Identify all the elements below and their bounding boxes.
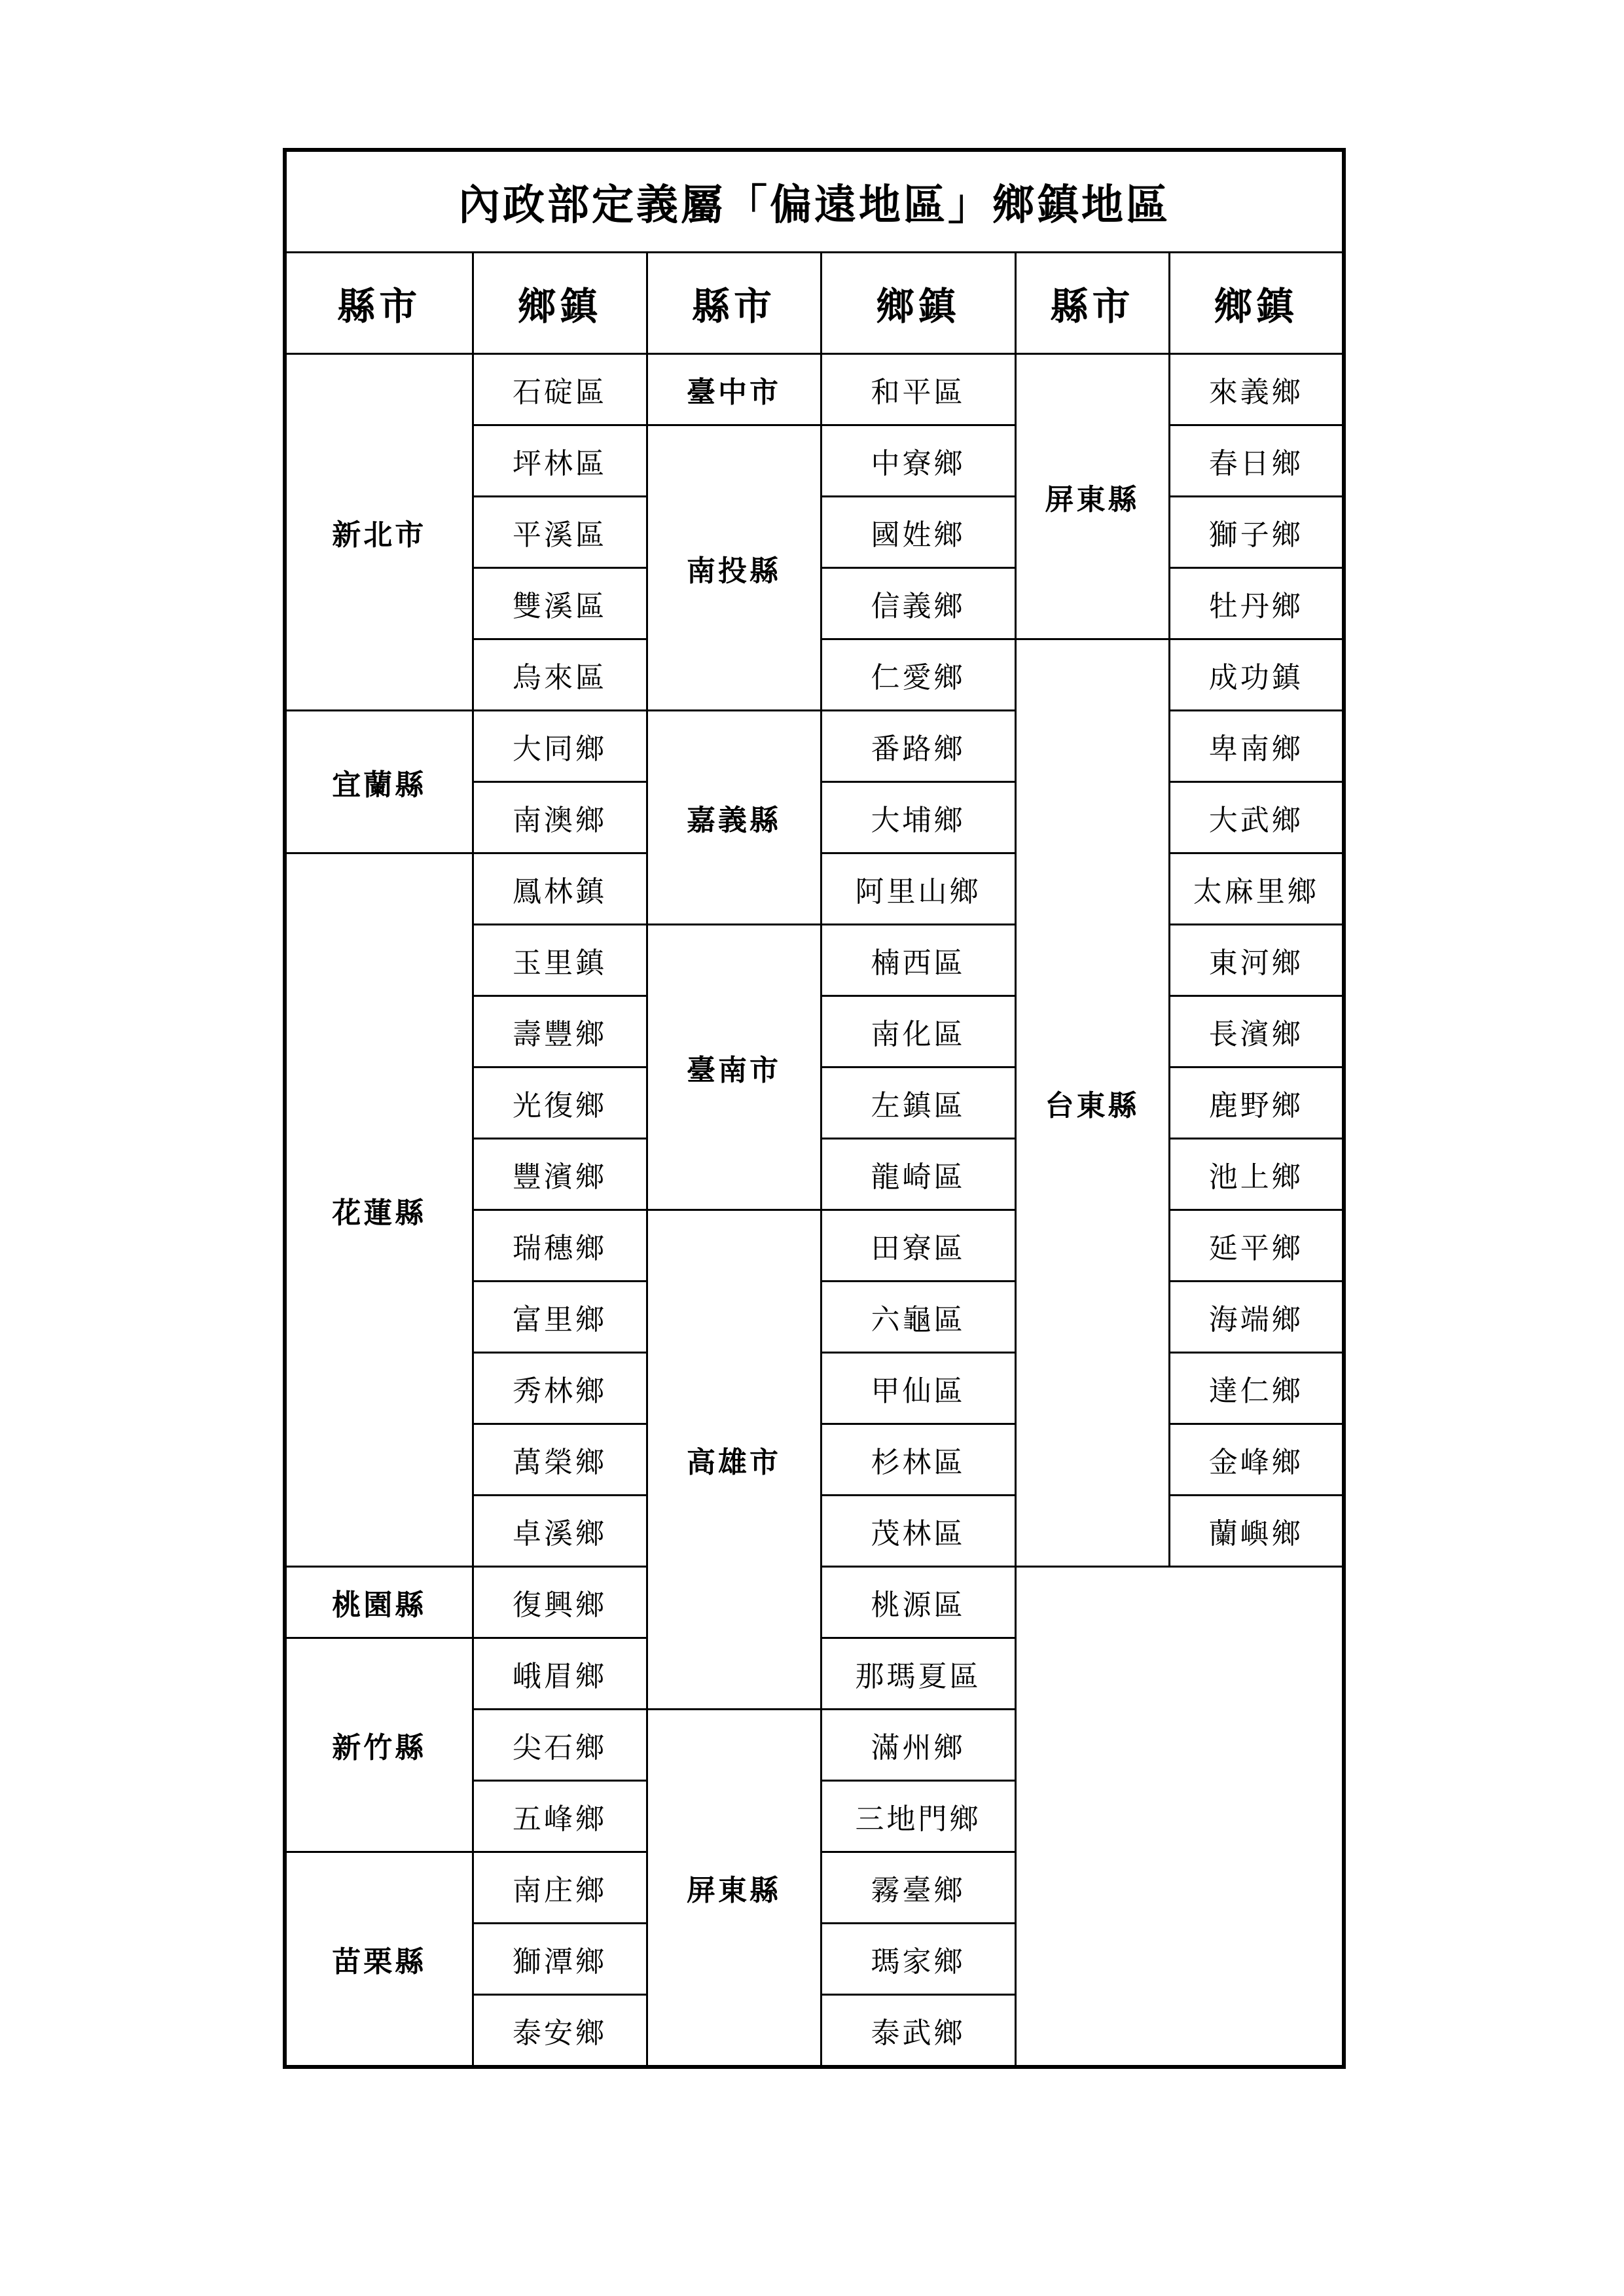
town-cell: 那瑪夏區	[821, 1638, 1015, 1710]
town-cell: 滿州鄉	[821, 1710, 1015, 1781]
town-cell: 春日鄉	[1169, 425, 1344, 497]
town-cell: 萬榮鄉	[473, 1424, 647, 1496]
county-cell: 南投縣	[647, 425, 821, 711]
town-cell: 坪林區	[473, 425, 647, 497]
county-cell: 新竹縣	[285, 1638, 473, 1852]
header-town-1: 鄉鎮	[473, 253, 647, 354]
town-cell: 南庄鄉	[473, 1852, 647, 1924]
town-cell: 田寮區	[821, 1210, 1015, 1282]
town-cell: 左鎮區	[821, 1067, 1015, 1139]
county-cell: 苗栗縣	[285, 1852, 473, 2068]
town-cell: 成功鎮	[1169, 639, 1344, 711]
county-cell: 臺中市	[647, 354, 821, 425]
town-cell: 石碇區	[473, 354, 647, 425]
town-cell: 池上鄉	[1169, 1139, 1344, 1210]
town-cell: 信義鄉	[821, 568, 1015, 639]
town-cell: 富里鄉	[473, 1282, 647, 1353]
header-town-2: 鄉鎮	[821, 253, 1015, 354]
town-cell: 中寮鄉	[821, 425, 1015, 497]
town-cell: 和平區	[821, 354, 1015, 425]
town-cell: 平溪區	[473, 497, 647, 568]
town-cell: 瑞穗鄉	[473, 1210, 647, 1282]
header-county-2: 縣市	[647, 253, 821, 354]
county-cell: 嘉義縣	[647, 711, 821, 925]
town-cell: 太麻里鄉	[1169, 853, 1344, 925]
town-cell: 番路鄉	[821, 711, 1015, 782]
empty-merged-cell	[1015, 1567, 1344, 2068]
town-cell: 鳳林鎮	[473, 853, 647, 925]
town-cell: 泰安鄉	[473, 1995, 647, 2068]
county-cell: 花蓮縣	[285, 853, 473, 1567]
town-cell: 三地門鄉	[821, 1781, 1015, 1852]
town-cell: 烏來區	[473, 639, 647, 711]
town-cell: 峨眉鄉	[473, 1638, 647, 1710]
town-cell: 阿里山鄉	[821, 853, 1015, 925]
county-cell: 宜蘭縣	[285, 711, 473, 853]
county-cell: 高雄市	[647, 1210, 821, 1710]
town-cell: 獅潭鄉	[473, 1924, 647, 1995]
town-cell: 東河鄉	[1169, 925, 1344, 996]
town-cell: 大同鄉	[473, 711, 647, 782]
town-cell: 來義鄉	[1169, 354, 1344, 425]
town-cell: 桃源區	[821, 1567, 1015, 1638]
town-cell: 尖石鄉	[473, 1710, 647, 1781]
town-cell: 六龜區	[821, 1282, 1015, 1353]
town-cell: 玉里鎮	[473, 925, 647, 996]
table-title: 內政部定義屬「偏遠地區」鄉鎮地區	[285, 150, 1344, 253]
town-cell: 泰武鄉	[821, 1995, 1015, 2068]
county-cell: 桃園縣	[285, 1567, 473, 1638]
town-cell: 牡丹鄉	[1169, 568, 1344, 639]
town-cell: 仁愛鄉	[821, 639, 1015, 711]
town-cell: 光復鄉	[473, 1067, 647, 1139]
town-cell: 金峰鄉	[1169, 1424, 1344, 1496]
town-cell: 五峰鄉	[473, 1781, 647, 1852]
header-county-3: 縣市	[1015, 253, 1169, 354]
town-cell: 海端鄉	[1169, 1282, 1344, 1353]
town-cell: 瑪家鄉	[821, 1924, 1015, 1995]
town-cell: 龍崎區	[821, 1139, 1015, 1210]
town-cell: 獅子鄉	[1169, 497, 1344, 568]
town-cell: 秀林鄉	[473, 1353, 647, 1424]
county-cell: 屏東縣	[1015, 354, 1169, 639]
table-row	[285, 711, 1344, 782]
town-cell: 南化區	[821, 996, 1015, 1067]
town-cell: 南澳鄉	[473, 782, 647, 853]
town-cell: 楠西區	[821, 925, 1015, 996]
town-cell: 霧臺鄉	[821, 1852, 1015, 1924]
town-cell: 甲仙區	[821, 1353, 1015, 1424]
town-cell: 卓溪鄉	[473, 1496, 647, 1567]
town-cell: 復興鄉	[473, 1567, 647, 1638]
town-cell: 大武鄉	[1169, 782, 1344, 853]
town-cell: 蘭嶼鄉	[1169, 1496, 1344, 1567]
county-cell: 台東縣	[1015, 639, 1169, 1567]
header-county-1: 縣市	[285, 253, 473, 354]
town-cell: 長濱鄉	[1169, 996, 1344, 1067]
county-cell: 臺南市	[647, 925, 821, 1210]
town-cell: 延平鄉	[1169, 1210, 1344, 1282]
header-town-3: 鄉鎮	[1169, 253, 1344, 354]
town-cell: 壽豐鄉	[473, 996, 647, 1067]
town-cell: 國姓鄉	[821, 497, 1015, 568]
town-cell: 茂林區	[821, 1496, 1015, 1567]
town-cell: 豐濱鄉	[473, 1139, 647, 1210]
town-cell: 雙溪區	[473, 568, 647, 639]
town-cell: 杉林區	[821, 1424, 1015, 1496]
town-cell: 卑南鄉	[1169, 711, 1344, 782]
table-row	[285, 354, 1344, 425]
town-cell: 大埔鄉	[821, 782, 1015, 853]
town-cell: 達仁鄉	[1169, 1353, 1344, 1424]
remote-areas-table	[283, 148, 1346, 2069]
document-page	[283, 148, 1342, 2069]
county-cell: 新北市	[285, 354, 473, 711]
town-cell: 鹿野鄉	[1169, 1067, 1344, 1139]
county-cell: 屏東縣	[647, 1710, 821, 2068]
